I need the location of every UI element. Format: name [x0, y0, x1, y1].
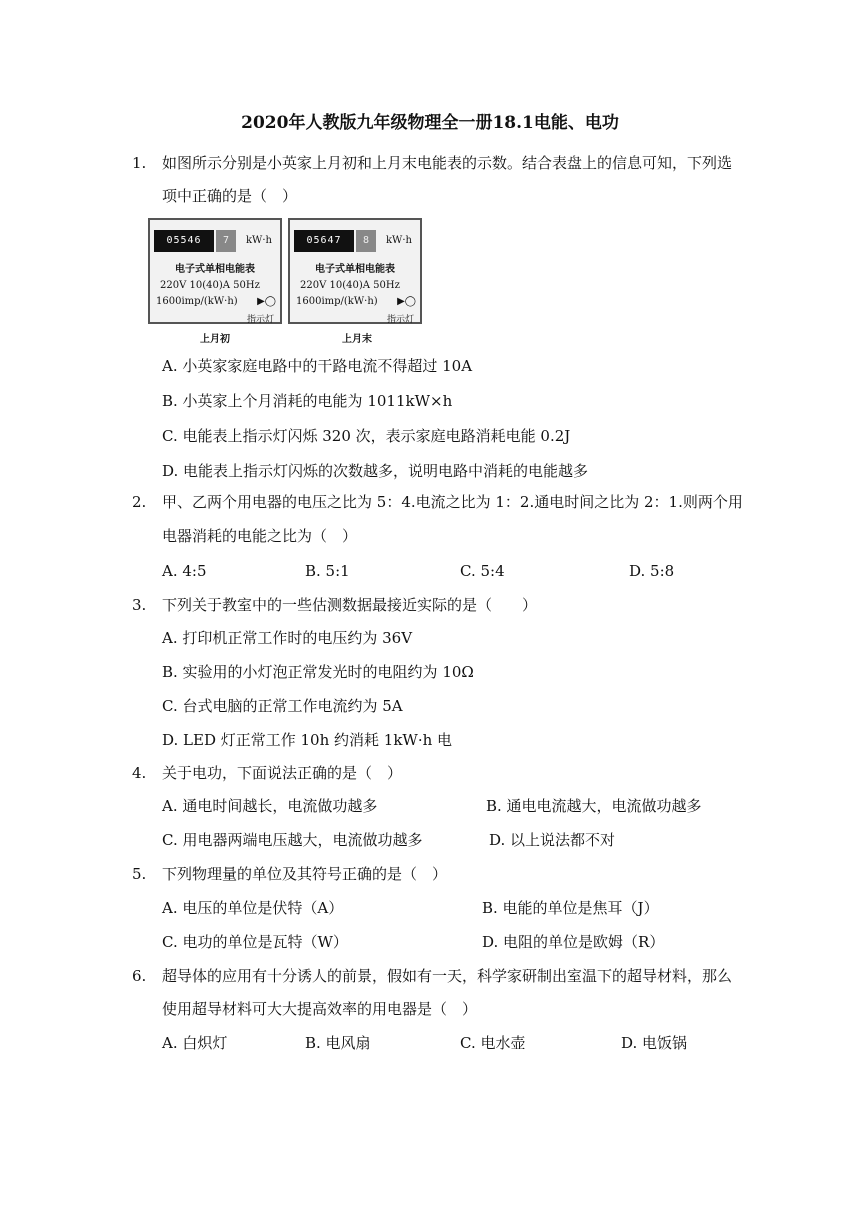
question-number: 3.	[132, 596, 147, 614]
option-a: A. 电压的单位是伏特（A）	[162, 899, 344, 917]
question-number: 4.	[132, 764, 147, 782]
option-c: C. 台式电脑的正常工作电流约为 5A	[162, 697, 403, 715]
meter-spec: 220V 10(40)A 50Hz	[160, 280, 260, 291]
option-d: D. 5:8	[629, 562, 675, 580]
option-d: D. 电饭锅	[621, 1034, 688, 1052]
meter-indicator-label: 指示灯	[386, 315, 414, 325]
option-a: A. 白炽灯	[162, 1034, 228, 1052]
option-a: A. 4:5	[162, 562, 207, 580]
meter-reading: 05546	[154, 230, 214, 252]
option-d: D. LED 灯正常工作 10h 约消耗 1kW·h 电	[162, 731, 453, 749]
option-b: B. 电风扇	[305, 1034, 371, 1052]
question-number: 2.	[132, 493, 147, 511]
option-b: B. 通电电流越大，电流做功越多	[486, 797, 702, 815]
option-b: B. 实验用的小灯泡正常发光时的电阻约为 10Ω	[162, 663, 474, 681]
option-a: A. 打印机正常工作时的电压约为 36V	[162, 629, 413, 647]
option-a: A. 通电时间越长，电流做功越多	[162, 797, 378, 815]
meter-unit: kW·h	[246, 235, 272, 246]
meter-imp: 1600imp/(kW·h)	[296, 296, 378, 307]
meter-name: 电子式单相电能表	[175, 264, 255, 275]
option-a: A. 小英家家庭电路中的干路电流不得超过 10A	[162, 357, 473, 375]
question-number: 1.	[132, 154, 147, 172]
indicator-light-icon: ▶◯	[397, 296, 416, 307]
question-stem: 超导体的应用有十分诱人的前景，假如有一天，科学家研制出室温下的超导材料，那么	[162, 967, 733, 985]
meter-caption: 上月末	[342, 334, 372, 345]
question-number: 6.	[132, 967, 147, 985]
option-b: B. 5:1	[305, 562, 350, 580]
question-stem: 项中正确的是（ ）	[162, 187, 298, 205]
option-d: D. 以上说法都不对	[489, 831, 616, 849]
indicator-light-icon: ▶◯	[257, 296, 276, 307]
meter-unit: kW·h	[386, 235, 412, 246]
option-c: C. 电能表上指示灯闪烁 320 次，表示家庭电路消耗电能 0.2J	[162, 427, 571, 445]
question-stem: 下列物理量的单位及其符号正确的是（ ）	[162, 865, 448, 883]
electric-meter-end	[288, 218, 422, 324]
option-d: D. 电能表上指示灯闪烁的次数越多，说明电路中消耗的电能越多	[162, 462, 589, 480]
question-stem: 如图所示分别是小英家上月初和上月末电能表的示数。结合表盘上的信息可知，下列选	[162, 154, 733, 172]
option-b: B. 电能的单位是焦耳（J）	[482, 899, 659, 917]
meter-imp: 1600imp/(kW·h)	[156, 296, 238, 307]
meter-last-digit: 7	[216, 230, 236, 252]
meter-last-digit: 8	[356, 230, 376, 252]
question-number: 5.	[132, 865, 147, 883]
option-d: D. 电阻的单位是欧姆（R）	[482, 933, 665, 951]
meter-caption: 上月初	[200, 334, 230, 345]
electric-meter-start	[148, 218, 282, 324]
option-b: B. 小英家上个月消耗的电能为 1011kW×h	[162, 392, 453, 410]
question-stem: 关于电功，下面说法正确的是（ ）	[162, 764, 403, 782]
option-c: C. 用电器两端电压越大，电流做功越多	[162, 831, 423, 849]
question-stem: 甲、乙两个用电器的电压之比为 5：4.电流之比为 1：2.通电时间之比为 2：1.则两个用	[162, 493, 743, 511]
meter-spec: 220V 10(40)A 50Hz	[300, 280, 400, 291]
meter-indicator-label: 指示灯	[246, 315, 274, 325]
question-stem: 电器消耗的电能之比为（ ）	[162, 527, 358, 545]
option-c: C. 电水壶	[460, 1034, 526, 1052]
question-stem: 使用超导材料可大大提高效率的用电器是（ ）	[162, 1000, 478, 1018]
meter-name: 电子式单相电能表	[315, 264, 395, 275]
option-c: C. 电功的单位是瓦特（W）	[162, 933, 348, 951]
meter-reading: 05647	[294, 230, 354, 252]
question-stem: 下列关于教室中的一些估测数据最接近实际的是（ ）	[162, 596, 538, 614]
option-c: C. 5:4	[460, 562, 505, 580]
page-title: 2020年人教版九年级物理全一册18.1电能、电功	[241, 113, 619, 133]
